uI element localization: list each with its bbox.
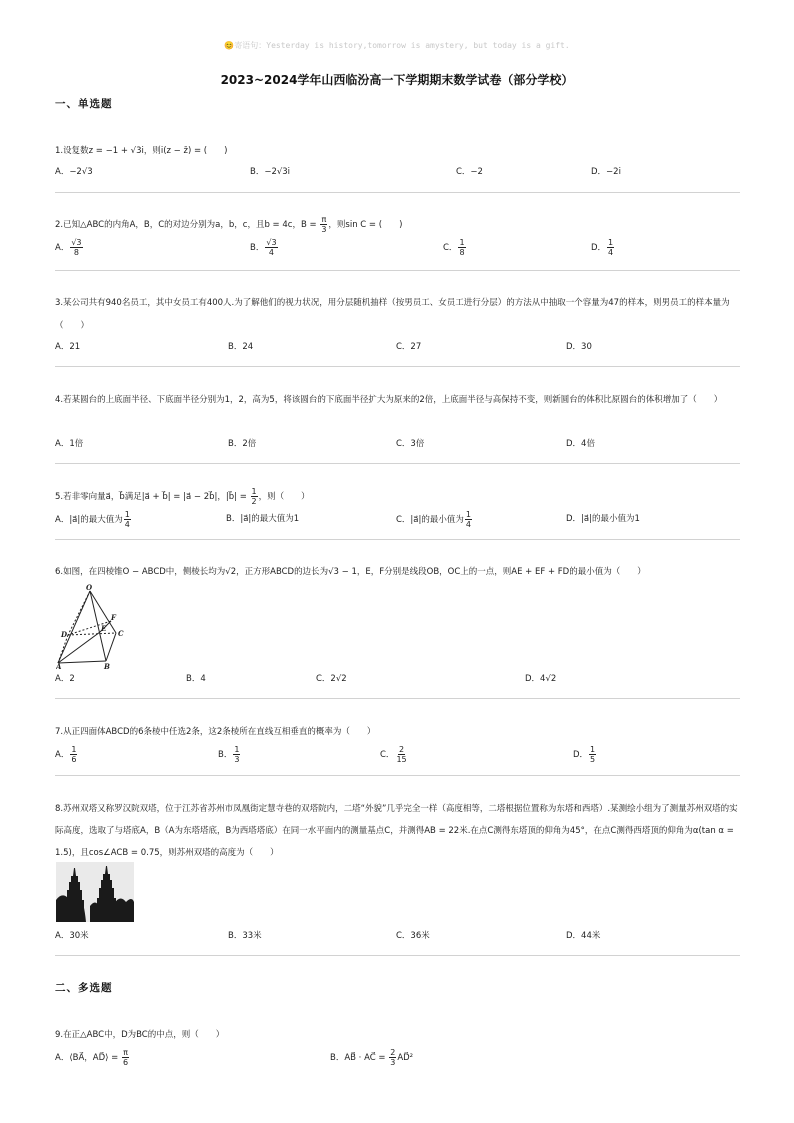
q6-stem: 6.如图，在四棱锥O − ABCD中，侧棱长均为√2，正方形ABCD的边长为√3 − 1，E，F分别是线段OB，OC上的一点，则AE + EF + FD的最小值为（ ） bbox=[55, 567, 646, 577]
q5-option-c[interactable]: C．|a⃗|的最小值为 $\frac{1}{4}$ bbox=[396, 510, 471, 529]
q3-option-d[interactable]: D．30 bbox=[566, 342, 592, 352]
q3-option-a[interactable]: A．21 bbox=[55, 342, 81, 352]
page-title: 2023~2024学年山西临汾高一下学期期末数学试卷（部分学校） bbox=[220, 73, 574, 87]
divider bbox=[55, 192, 740, 193]
q5-option-a[interactable]: A．|a⃗|的最大值为 $\frac{1}{4}$ bbox=[55, 510, 130, 529]
q9-stem: 9.在正△ABC中，D为BC的中点，则（ ） bbox=[55, 1030, 225, 1040]
q7-option-c[interactable]: C． $\frac{2}{15}$ bbox=[380, 745, 407, 764]
q4-option-a[interactable]: A．1倍 bbox=[55, 439, 84, 449]
q5-option-b[interactable]: B．|a⃗|的最大值为1 bbox=[226, 514, 300, 524]
q1-option-a[interactable]: A．−2√3 bbox=[55, 167, 93, 177]
label-B: B bbox=[104, 662, 110, 669]
q6-option-d[interactable]: D．4√2 bbox=[525, 674, 557, 684]
q4-option-b[interactable]: B．2倍 bbox=[228, 439, 257, 449]
section-heading-multi-choice: 二、多选题 bbox=[55, 982, 113, 994]
q7-option-b[interactable]: B． $\frac{1}{3}$ bbox=[218, 745, 240, 764]
divider bbox=[55, 366, 740, 367]
divider bbox=[55, 775, 740, 776]
q2-option-a[interactable]: A． $\frac{√3}{8}$ bbox=[55, 238, 82, 257]
q2-option-b[interactable]: B． $\frac{√3}{4}$ bbox=[250, 238, 277, 257]
q1-option-b[interactable]: B．−2√3i bbox=[250, 167, 291, 177]
label-O: O bbox=[86, 583, 93, 592]
q1-option-c[interactable]: C．−2 bbox=[456, 167, 483, 177]
q2-option-c[interactable]: C． $\frac{1}{8}$ bbox=[443, 238, 465, 257]
q5-stem: 5.若非零向量a⃗，b⃗满足|a⃗ + b⃗| = |a⃗ − 2b⃗|，|b⃗| = $\frac{1}{2}$ ，则（ ） bbox=[55, 487, 310, 506]
label-C: C bbox=[118, 629, 124, 638]
label-E: E bbox=[101, 624, 107, 633]
q6-option-b[interactable]: B．4 bbox=[186, 674, 206, 684]
divider bbox=[55, 539, 740, 540]
q8-stem: 8.苏州双塔又称罗汉院双塔，位于江苏省苏州市凤凰街定慧寺巷的双塔院内，二塔“外貌”几乎完全一样（高度相等，二塔根据位置称为东塔和西塔）.某测绘小组为了测量苏州双塔的实际高度，选取了与塔底A，B（A为东塔塔底，B为西塔塔底）在同一水平面内的测量基点C，并测得AB = 22米.在点C测得东塔顶的仰角为45°，在点C测得西塔顶的仰角为α(tan α = 1.5)，且cos∠ACB = 0.75，则苏州双塔的高度为（ ） bbox=[55, 804, 738, 858]
q5-option-d[interactable]: D．|a⃗|的最小值为1 bbox=[566, 514, 640, 524]
q7-stem: 7.从正四面体ABCD的6条棱中任选2条，这2条棱所在直线互相垂直的概率为（ ） bbox=[55, 727, 376, 737]
q3-option-b[interactable]: B．24 bbox=[228, 342, 254, 352]
divider bbox=[55, 955, 740, 956]
q6-option-c[interactable]: C．2√2 bbox=[316, 674, 347, 684]
q1-stem: 1.设复数z = −1 + √3i，则i(z − z̄) = ( ) bbox=[55, 146, 228, 156]
q4-stem: 4.若某圆台的上底面半径、下底面半径分别为1，2，高为5，将该圆台的下底面半径扩大为原来的2倍，上底面半径与高保持不变，则新圆台的体积比原圆台的体积增加了（ ） bbox=[55, 395, 723, 405]
divider bbox=[55, 463, 740, 464]
q8-option-d[interactable]: D．44米 bbox=[566, 931, 601, 941]
q2-stem: 2.已知△ABC的内角A，B，C的对边分别为a，b，c，且b = 4c，B = $\frac{\pi}{3}$ ，则sin C = ( ) bbox=[55, 215, 403, 234]
divider bbox=[55, 698, 740, 699]
q2-option-d[interactable]: D． $\frac{1}{4}$ bbox=[591, 238, 614, 257]
q8-option-b[interactable]: B．33米 bbox=[228, 931, 262, 941]
twin-pagodas-photo bbox=[56, 862, 134, 925]
label-D: D bbox=[61, 630, 68, 639]
q6-option-a[interactable]: A．2 bbox=[55, 674, 75, 684]
pyramid-figure bbox=[56, 583, 136, 672]
q9-option-b[interactable]: B．AB⃗ · AC⃗ = $\frac{2}{3}$ AD⃗² bbox=[330, 1048, 414, 1067]
divider bbox=[55, 270, 740, 271]
q7-option-d[interactable]: D． $\frac{1}{5}$ bbox=[573, 745, 596, 764]
label-A: A bbox=[56, 662, 62, 669]
q8-option-a[interactable]: A．30米 bbox=[55, 931, 89, 941]
q3-stem: 3.某公司共有940名员工，其中女员工有400人.为了解他们的视力状况，用分层随机抽样（按男员工、女员工进行分层）的方法从中抽取一个容量为47的样本，则男员工的样本量为（ ） bbox=[55, 298, 730, 331]
header-motto: 😊寄语句：Yesterday is history,tomorrow is amystery, but today is a gift. bbox=[224, 41, 570, 50]
q4-option-d[interactable]: D．4倍 bbox=[566, 439, 595, 449]
q1-option-d[interactable]: D．−2i bbox=[591, 167, 621, 177]
label-F: F bbox=[111, 613, 116, 622]
q3-option-c[interactable]: C．27 bbox=[396, 342, 422, 352]
q9-option-a[interactable]: A．⟨BA⃗，AD⃗⟩ = $\frac{\pi}{6}$ bbox=[55, 1048, 129, 1067]
q4-option-c[interactable]: C．3倍 bbox=[396, 439, 425, 449]
section-heading-single-choice: 一、单选题 bbox=[55, 98, 113, 110]
q8-option-c[interactable]: C．36米 bbox=[396, 931, 430, 941]
q7-option-a[interactable]: A． $\frac{1}{6}$ bbox=[55, 745, 77, 764]
